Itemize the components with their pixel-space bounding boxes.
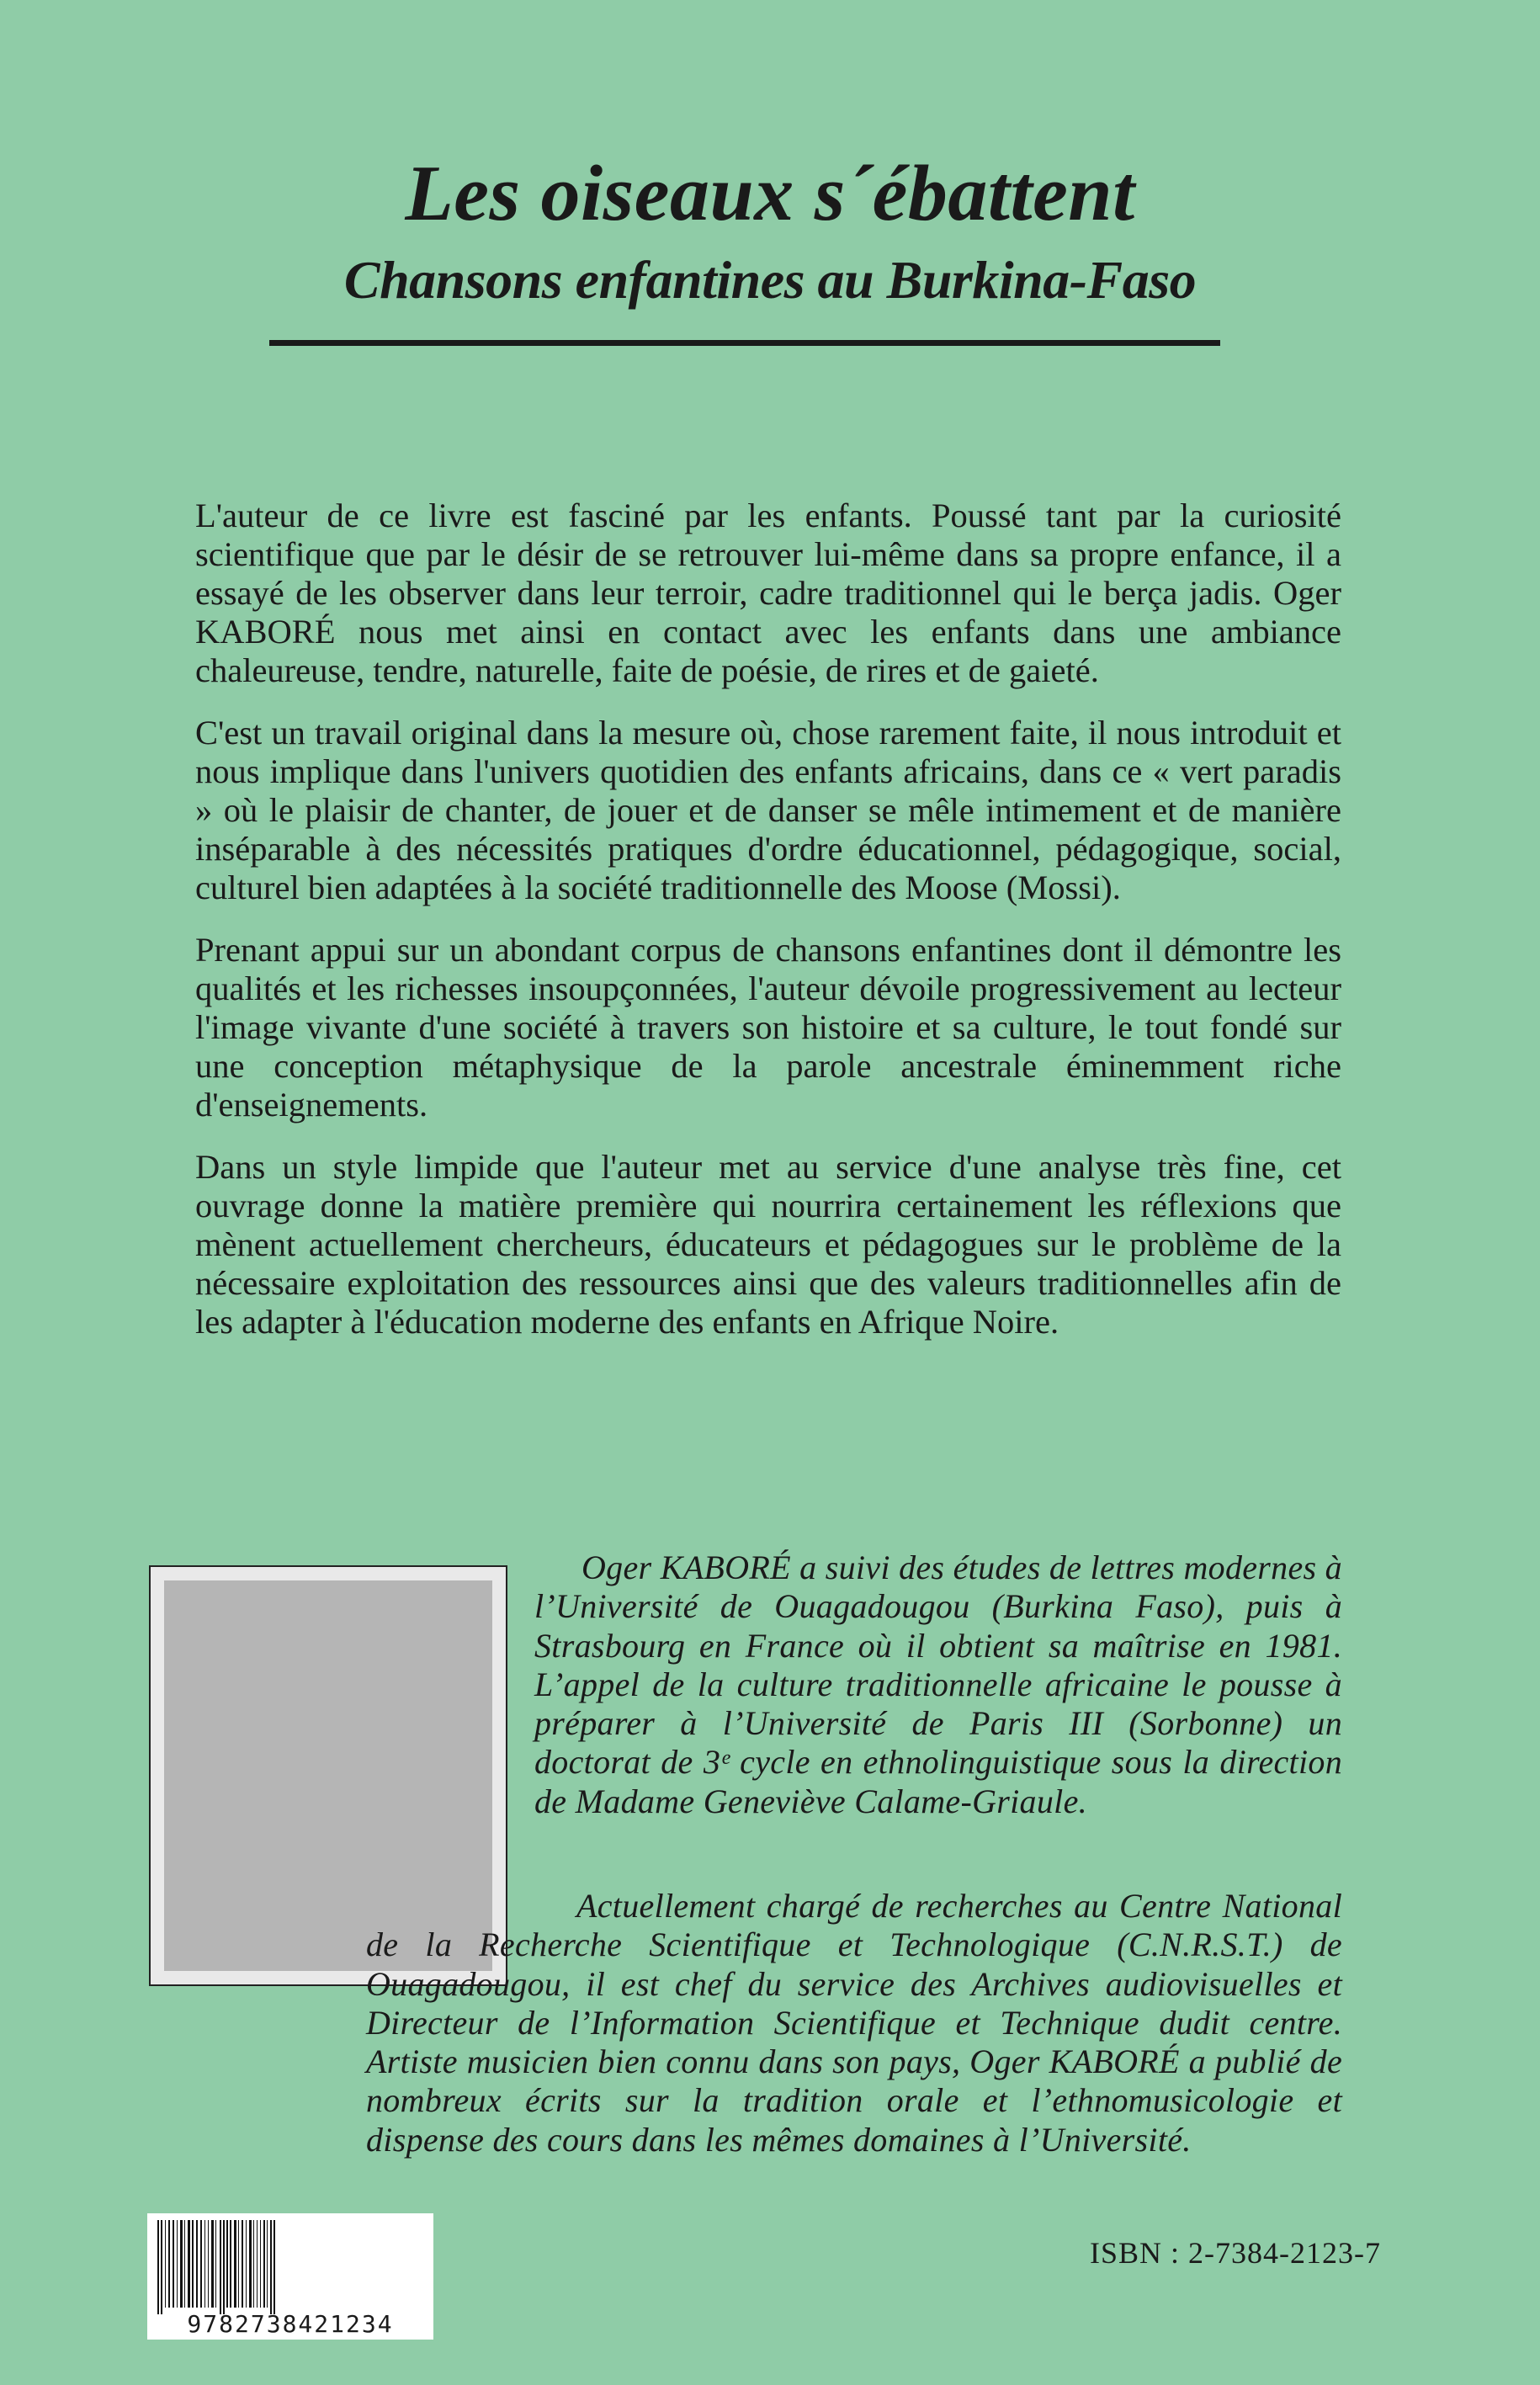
blurb-paragraph: C'est un travail original dans la mesure où, chose rarement faite, il nous introduit et nous implique dans l'univers quotidien des enfants africains, dans ce « vert paradis » où le plaisir de chanter, de jouer et de danser se mêle intimement et de manière inséparable à des nécessités pratiques d'ordre éducationnel, pédagogique, social, culturel bien adaptées à la société traditionnelle des Moose (Mossi). xyxy=(195,714,1341,906)
barcode-bar xyxy=(263,2220,265,2308)
barcode-bar xyxy=(253,2220,254,2308)
barcode-bar xyxy=(177,2220,178,2308)
back-cover-blurb xyxy=(195,497,1341,1365)
barcode-bar xyxy=(173,2220,174,2308)
barcode-bar xyxy=(249,2220,252,2308)
author-bio-paragraph-2: Actuellement chargé de recherches au Centre National de la Recherche Scientifique et Technologique (C.N.R.S.T.) de Ouagadougou, il est chef du service des Archives audiovisuelles et Directeur de l’Information Scientifique et Technique dudit centre. Artiste musicien bien connu dans son pays, Oger KABORÉ a publié de nombreux écrits sur la tradition orale et l’ethnomusicologie et dispense des cours dans les mêmes domaines à l’Université. xyxy=(366,1887,1342,2159)
barcode-bar xyxy=(211,2220,214,2308)
barcode-bar xyxy=(184,2220,185,2308)
barcode-bar xyxy=(267,2220,268,2308)
barcode-bar xyxy=(242,2220,243,2308)
barcode-bar xyxy=(188,2220,190,2308)
barcode-bar xyxy=(196,2220,198,2308)
barcode-bar xyxy=(270,2220,272,2314)
barcode-bar xyxy=(157,2220,159,2314)
barcode-bar xyxy=(208,2220,209,2308)
blurb-paragraph: Prenant appui sur un abondant corpus de chansons enfantines dont il démontre les qualités et les richesses insoupçonnées, l'auteur dévoile progressivement au lecteur l'image vivante d'une société à travers son histoire et sa culture, le tout fondé sur une conception métaphysique de la parole ancestrale éminemment riche d'enseignements. xyxy=(195,931,1341,1123)
book-title: Les oiseaux s´ébattent xyxy=(405,150,1135,237)
isbn: ISBN : 2-7384-2123-7 xyxy=(1090,2236,1381,2270)
blurb-paragraph: L'auteur de ce livre est fasciné par les enfants. Poussé tant par la curiosité scientifique que par le désir de se retrouver lui-même dans sa propre enfance, il a essayé de les observer dans leur terroir, cadre traditionnel qui le berça jadis. Oger KABORÉ nous met ainsi en contact avec les enfants dans une ambiance chaleureuse, tendre, naturelle, faite de poésie, de rires et de gaieté. xyxy=(195,497,1341,689)
book-subtitle: Chansons enfantines au Burkina-Faso xyxy=(343,250,1197,310)
barcode-bar xyxy=(165,2220,166,2308)
author-bio xyxy=(534,1548,1342,1841)
barcode-bar xyxy=(204,2220,205,2308)
barcode-bar xyxy=(180,2220,183,2308)
barcode xyxy=(147,2213,433,2340)
barcode-bar xyxy=(226,2220,228,2308)
barcode-bar xyxy=(161,2220,162,2314)
barcode-bars xyxy=(156,2220,425,2314)
barcode-bar xyxy=(273,2220,275,2314)
author-bio-paragraph-1: Oger KABORÉ a suivi des études de lettres modernes à l’Université de Ouagadougou (Burkina Faso), puis à Strasbourg en France où il obtient sa maîtrise en 1981. L’appel de la culture traditionnelle africaine le pousse à préparer à l’Université de Paris III (Sorbonne) un doctorat de 3ᵉ cycle en ethnolinguistique sous la direction de Madame Geneviève Calame-Griaule. xyxy=(534,1548,1342,1820)
blurb-paragraph: Dans un style limpide que l'auteur met au service d'une analyse très fine, cet ouvrage donne la matière première qui nourrira certainement les réflexions que mènent actuellement chercheurs, éducateurs et pédagogues sur le problème de la nécessaire exploitation des ressources ainsi que des valeurs traditionnelles afin de les adapter à l'éducation moderne des enfants en Afrique Noire. xyxy=(195,1148,1341,1341)
barcode-bar xyxy=(234,2220,236,2308)
barcode-bar xyxy=(246,2220,247,2308)
barcode-bar xyxy=(192,2220,194,2308)
author-bio-continued xyxy=(366,1887,1342,2159)
barcode-bar xyxy=(200,2220,202,2308)
barcode-number: 9782738421234 xyxy=(187,2310,394,2338)
barcode-bar xyxy=(238,2220,239,2308)
barcode-bar xyxy=(257,2220,258,2308)
barcode-bar xyxy=(168,2220,170,2308)
barcode-bar xyxy=(215,2220,216,2308)
barcode-bar xyxy=(220,2220,221,2314)
barcode-bar xyxy=(260,2220,261,2308)
barcode-bar xyxy=(223,2220,225,2314)
title-block xyxy=(0,147,1540,314)
barcode-bar xyxy=(230,2220,231,2308)
title-underline xyxy=(269,340,1220,346)
